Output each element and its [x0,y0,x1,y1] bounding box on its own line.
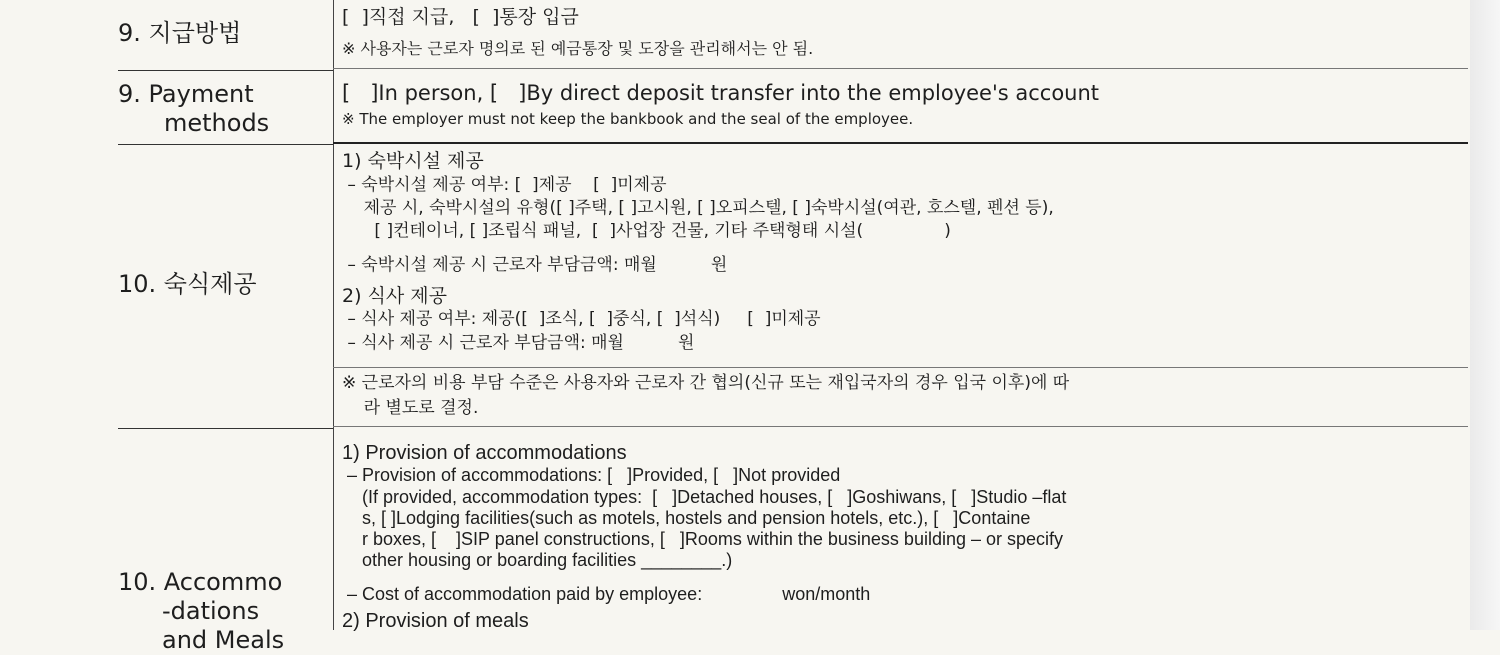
ko-line: – 숙박시설 제공 여부: [ ]제공 [ ]미제공 [342,175,667,195]
section-9-ko-options: [ ]직접 지급, [ ]통장 입금 [342,6,579,28]
section-9-en-options: [ ]In person, [ ]By direct deposit transfer into the employee's account [342,81,1100,105]
section-10-en-label [118,568,333,655]
label-line: methods [164,109,270,137]
section-10-ko-body [342,150,1467,353]
ko-line: – 숙박시설 제공 시 근로자 부담금액: 매월 원 [342,255,728,275]
row-rule [118,70,333,71]
section-10-en-body [342,442,1467,632]
en-line: s, [ ]Lodging facilities(such as motels, hostels and pension hotels, etc.), [ ]Containe [342,508,1031,528]
en-line: – Provision of accommodations: [ ]Provided, [ ]Not provided [342,465,841,485]
ko-line: 1) 숙박시설 제공 [342,150,484,172]
ko-line: – 식사 제공 시 근로자 부담금액: 매월 원 [342,333,695,353]
ko-line: [ ]컨테이너, [ ]조립식 패널, [ ]사업장 건물, 기타 주택형태 시설( ) [342,221,951,241]
section-10-ko-note [342,374,1467,450]
en-line: 1) Provision of accommodations [342,442,627,464]
section-9-ko-label: 9. 지급방법 [118,19,242,47]
label-line: and Meals [162,626,285,654]
section-9-ko-note: ※ 사용자는 근로자 명의로 된 예금통장 및 도장을 관리해서는 안 됨. [342,39,814,58]
row-rule [333,367,1468,368]
row-rule [333,142,1468,144]
page-edge-shadow [1470,0,1500,630]
section-9-en-note: ※ The employer must not keep the bankbook and the seal of the employee. [342,110,914,128]
en-line: other housing or boarding facilities ________.) [342,550,733,570]
en-line: – Cost of accommodation paid by employee: won/month [342,584,871,604]
label-line: -dations [162,597,260,625]
label-line: 10. Accommo [118,568,283,596]
section-10-ko-label: 10. 숙식제공 [118,270,257,298]
row-rule [118,428,333,429]
en-line: 2) Provision of meals [342,610,529,632]
ko-line: – 식사 제공 여부: 제공([ ]조식, [ ]중식, [ ]석식) [ ]미제공 [342,309,821,329]
column-divider [333,0,334,630]
ko-line: 제공 시, 숙박시설의 유형([ ]주택, [ ]고시원, [ ]오피스텔, [ ]숙박시설(여관, 호스텔, 펜션 등), [342,198,1054,218]
section-9-en-label [118,80,333,138]
label-line: 9. Payment [118,80,254,108]
en-line: r boxes, [ ]SIP panel constructions, [ ]Rooms within the business building – or specify [342,529,1064,549]
ko-line: 2) 식사 제공 [342,285,447,307]
ko-note-line: ※ 근로자의 비용 부담 수준은 사용자와 근로자 간 협의(신규 또는 재입국자의 경우 입국 이후)에 따 [342,373,1070,393]
row-rule [118,144,333,145]
ko-note-line: 라 별도로 결정. [342,398,479,418]
row-rule [333,68,1468,69]
en-line: (If provided, accommodation types: [ ]Detached houses, [ ]Goshiwans, [ ]Studio –flat [342,487,1067,507]
